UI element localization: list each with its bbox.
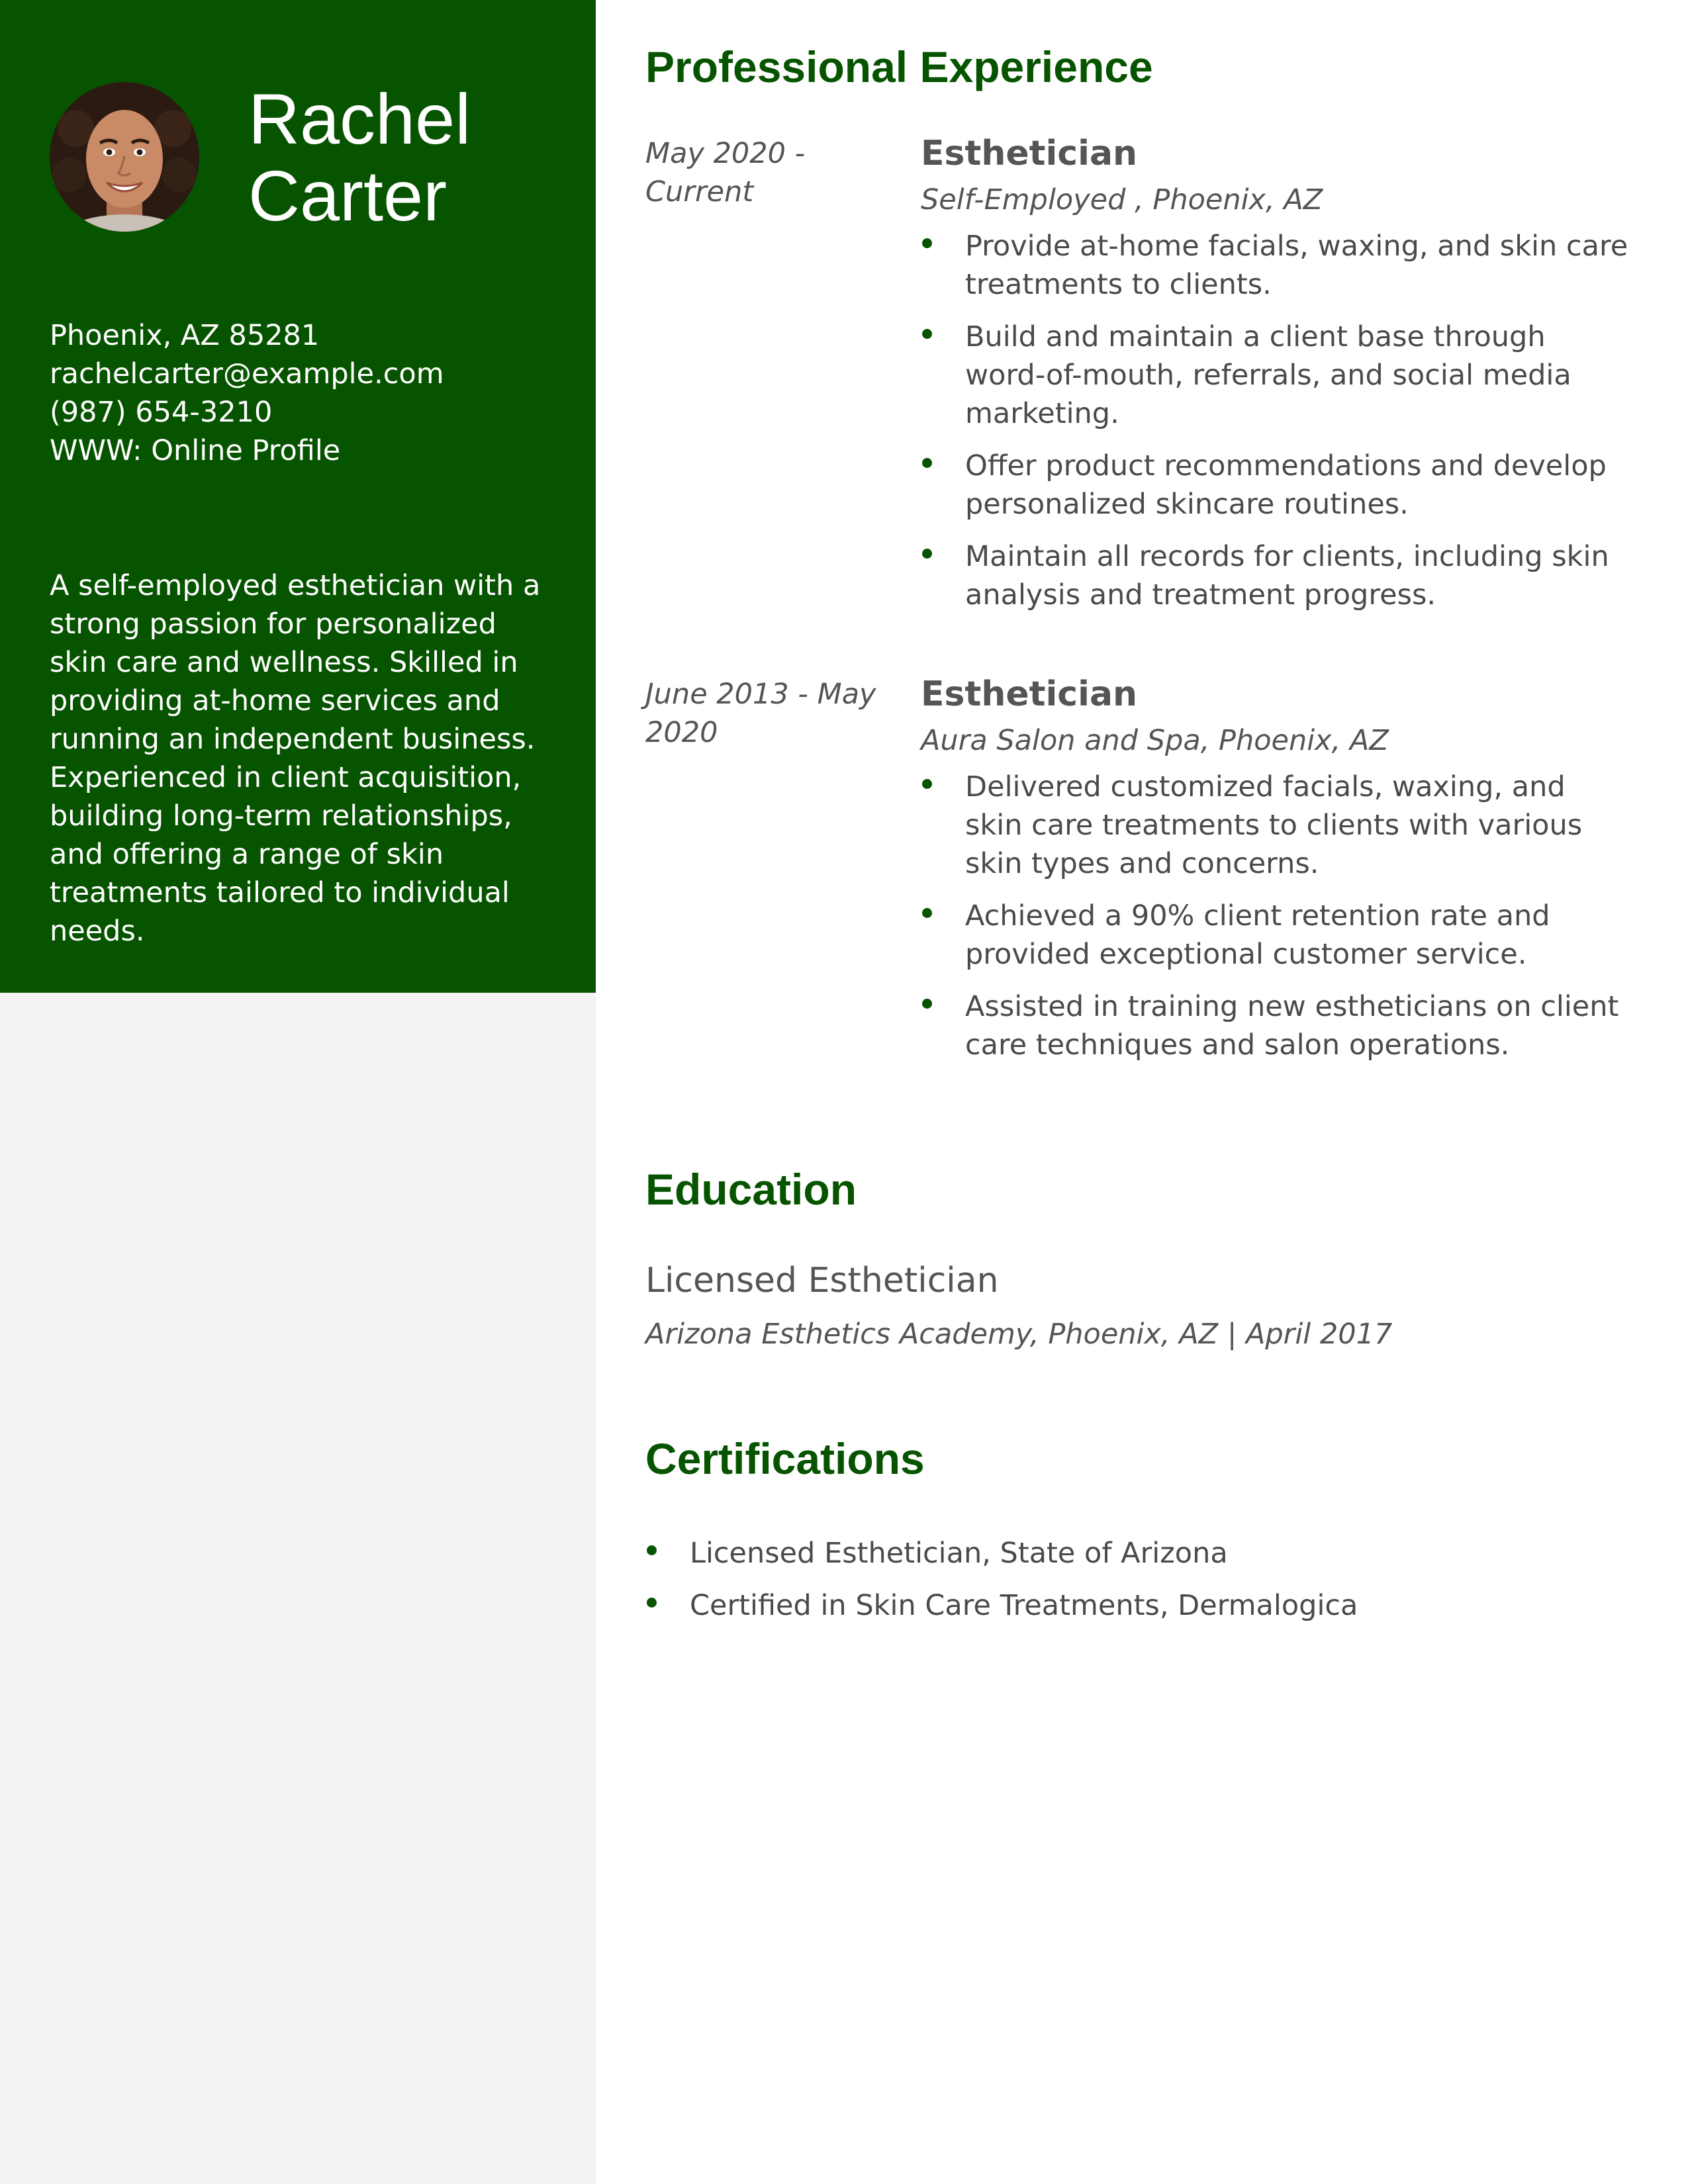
avatar [50,82,199,232]
header-panel [0,0,596,993]
portrait-photo [50,82,199,232]
job-bullets [921,768,1629,1064]
contact-location: Phoenix, AZ 85281 [50,319,320,352]
education-heading: Education [645,1165,857,1214]
contact-email[interactable]: rachelcarter@example.com [50,357,444,390]
job-company: Self-Employed , Phoenix, AZ [921,183,1323,216]
job-details [921,134,1629,628]
job-title: Esthetician [921,134,1138,173]
job-bullet: Achieved a 90% client retention rate and provided exceptional customer service. [921,897,1629,974]
profile-summary: A self-employed esthetician with a strong passion for personalized skin care and wellness. Skilled in providing at-home services and running an independent business. Experienced in client acquisition, building long-term relationships, and offering a range of skin treatments tailored to individual needs. [50,569,541,948]
job-bullets [921,227,1629,614]
certifications-heading: Certifications [645,1434,925,1483]
contact-website[interactable]: WWW: Online Profile [50,434,341,467]
certification-item: Licensed Esthetician, State of Arizona [645,1534,1638,1572]
education-school: Arizona Esthetics Academy, Phoenix, AZ | April 2017 [645,1318,1393,1351]
job-bullet: Provide at-home facials, waxing, and skin care treatments to clients. [921,227,1629,304]
education-degree: Licensed Esthetician [645,1261,999,1300]
contact-phone: (987) 654-3210 [50,396,273,429]
job-details [921,675,1629,1078]
sidebar [0,0,596,2184]
job-bullet: Assisted in training new estheticians on client care techniques and salon operations. [921,987,1629,1064]
experience-heading: Professional Experience [645,42,1153,91]
job-title: Esthetician [921,674,1138,714]
first-name: Rachel [248,79,471,159]
certifications-list [645,1534,1638,1639]
candidate-name [248,81,579,234]
job-bullet: Build and maintain a client base through word-of-mouth, referrals, and social media marketing. [921,318,1629,433]
job-bullet: Maintain all records for clients, including skin analysis and treatment progress. [921,537,1629,614]
last-name: Carter [248,156,447,236]
certification-item: Certified in Skin Care Treatments, Dermalogica [645,1586,1638,1625]
job-dates: May 2020 - Current [645,137,806,208]
job-dates: June 2013 - May 2020 [645,678,876,749]
contact-info [50,316,566,470]
job-bullet: Offer product recommendations and develop personalized skincare routines. [921,447,1629,523]
job-company: Aura Salon and Spa, Phoenix, AZ [921,724,1389,757]
job-bullet: Delivered customized facials, waxing, and skin care treatments to clients with various skin types and concerns. [921,768,1629,883]
